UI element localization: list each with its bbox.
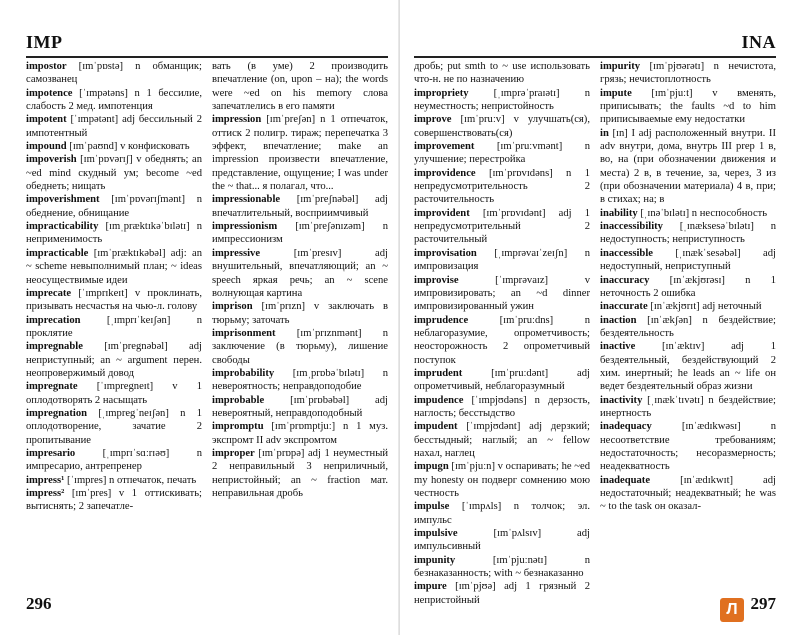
header-rule [414,56,776,58]
dictionary-entry: improvement [ɪmˈpruːvmənt] n улучшение; перестройка [414,141,590,166]
headword: inadequate [600,474,651,486]
headword: improvisation [414,247,477,259]
headword: impracticable [26,247,89,259]
headword: improper [212,447,255,459]
headword: inadequacy [600,421,652,433]
dictionary-entry: impudent [ˈɪmpjʊdənt] adj дерзкий; бесстыдный; наглый; an ~ fellow нахал, наглец [414,421,590,459]
headword: impressionism [212,221,278,233]
dictionary-entry: inaccessibility [ˌɪnæksesəˈbɪlətɪ] n недоступность; неприступность [600,221,776,246]
headword: improbability [212,367,275,379]
dictionary-entry: inadequacy [ɪnˈædɪkwəsɪ] n несоответствие требованиям; недостаточность; несоразмерность; неадекватность [600,421,776,473]
headword: impressive [212,247,261,259]
headword: impracticability [26,221,99,233]
headword: improvement [414,141,475,153]
dictionary-entry: imprecate [ˈɪmprɪkeɪt] v проклинать, призывать несчастья на чью-л. голову [26,287,202,313]
headword: impotent [26,114,67,126]
column [600,60,776,607]
headword: inaccessibility [600,221,663,233]
right-page [400,0,800,635]
dictionary-entry: imprison [ɪmˈprɪzn] v заключать в тюрьму; заточать [212,301,388,326]
dictionary-entry: inaccuracy [ɪnˈækjʊrəsɪ] n 1 неточность 2 ошибка [600,274,776,299]
dictionary-entry: impression [ɪmˈpreʃən] n 1 отпечаток, оттиск 2 полигр. тираж; перепечатка 3 эффект, впечатление; make an impression произвести впечатление, представление, ощущение; I was under the ~ that... я полагал, что... [212,114,388,193]
headword: imprison [212,301,253,313]
dictionary-entry: inadequate [ɪnˈædɪkwɪt] adj недостаточный; неадекватный; he was ~ to the task он оказал- [600,474,776,513]
dictionary-entry: improbability [ɪmˌprɒbəˈbɪlətɪ] n невероятность; неправдоподобие [212,367,388,393]
dictionary-entry: impurity [ɪmˈpjʊərətɪ] n нечистота, грязь; нечистоплотность [600,61,776,86]
dictionary-entry: improvise [ˈɪmprəvaɪz] v импровизировать; an ~d dinner импровизированный ужин [414,274,590,313]
page-header: INA [741,32,776,52]
headword: impropriety [414,87,469,99]
dictionary-entry: improbable [ɪmˈprɒbəbəl] adj невероятный, неправдоподобный [212,394,388,419]
dictionary-entry: impotent [ˈɪmpətənt] adj бессильный 2 импотентный [26,114,202,139]
headword: impromptu [212,421,264,433]
headword: imprudence [414,314,469,326]
dictionary-entry: дробь; put smth to ~ use использовать что-н. не по назначению [414,61,590,86]
headword: impregnable [26,341,83,353]
headword: imprisonment [212,327,276,339]
headword: impostor [26,61,67,72]
headword: inactivity [600,394,643,406]
headword: impudent [414,421,458,433]
dictionary-entry: impressive [ɪmˈpresɪv] adj внушительный, впечатляющий; an ~ speech яркая речь; an ~ scene волнующая картина [212,247,388,299]
dictionary-entry: impress² [ɪmˈpres] v 1 оттискивать; вытиснять; 2 запечатле- [26,488,202,513]
headword: improvidence [414,167,476,179]
dictionary-entry: improve [ɪmˈpruːv] v улучшать(ся), совершенствовать(ся) [414,114,590,139]
headword: improbable [212,394,265,406]
dictionary-entry: imprisonment [ɪmˈprɪznmənt] n заключение (в тюрьму), лишение свободы [212,327,388,366]
dictionary-entry: impress¹ [ˈɪmpres] n отпечаток, печать [26,474,197,486]
dictionary-entry: impulse [ˈɪmpʌls] n толчок; эл. импульс [414,501,590,526]
dictionary-entry: imprudence [ɪmˈpruːdns] n неблагоразумие, опрометчивость; неосторожность 2 опрометчивый поступок [414,314,590,366]
headword: inaccuracy [600,274,650,286]
dictionary-entry: improvident [ɪmˈprɒvɪdənt] adj 1 непредусмотрительный 2 расточительный [414,207,590,246]
headword: improvise [414,274,459,286]
headword: impulsive [414,528,458,540]
headword: impunity [414,554,456,566]
headword: impurity [600,61,641,72]
dictionary-entry: inactivity [ˌɪnækˈtɪvətɪ] n бездействие; инертность [600,394,776,419]
dictionary-entry: improper [ɪmˈprɒpə] adj 1 неуместный 2 неправильный 3 неприличный, непристойный; an ~ fraction мат. неправильная дробь [212,447,388,499]
headword: impresario [26,447,76,459]
headword: inaccessible [600,247,653,259]
dictionary-entry: impresario [ˌɪmprɪˈsɑːrɪəʊ] n импресарио, антрепренер [26,447,202,473]
headword: improve [414,114,452,126]
headword: impound [26,141,67,153]
headword: impoverishment [26,194,100,206]
dictionary-entry: impregnable [ɪmˈpregnəbəl] adj неприступный; an ~ argument перен. неопровержимый довод [26,341,202,379]
page-number: 297 [750,594,776,613]
dictionary-entry: impute [ɪmˈpjuːt] v вменять, приписывать; the faults ~d to him приписываемые ему недостатки [600,87,776,126]
headword: impotence [26,87,73,99]
dictionary-entry: improvisation [ˌɪmprəvaɪˈzeɪʃn] n импровизация [414,247,590,273]
page-number: 296 [26,594,52,613]
headword: inaction [600,314,637,326]
headword: impudence [414,394,464,406]
headword: imprudent [414,367,463,379]
dictionary-entry: improvidence [ɪmˈprɒvɪdəns] n 1 непредусмотрительность 2 расточительность [414,167,590,206]
headword: in [600,127,609,139]
dictionary-entry: imprudent [ɪmˈpruːdənt] adj опрометчивый, неблагоразумный [414,367,590,393]
headword: impressionable [212,194,281,206]
headword: impregnation [26,407,88,419]
dictionary-entry: imprecation [ˌɪmprɪˈkeɪʃən] n проклятие [26,314,202,339]
dictionary-entry: impressionism [ɪmˈpreʃənɪzəm] n импрессионизм [212,221,388,246]
dictionary-entry: impugn [ɪmˈpjuːn] v оспаривать; he ~ed my honesty он подверг сомнению мою честность [414,461,590,499]
dictionary-entry: inaction [ɪnˈækʃən] n бездействие; бездеятельность [600,314,776,339]
publisher-logo-icon: Л [720,598,744,622]
dictionary-entry: impostor [ɪmˈpɒstə] n обманщик; самозванец [26,61,202,86]
dictionary-entry: вать (в уме) 2 производить впечатление (on, upon – на); the words were ~ed on his memory слова запечатлелись в его памяти [212,61,388,113]
page-header: IMP [26,32,63,52]
headword: improvident [414,207,470,219]
headword: impregnate [26,381,78,393]
dictionary-entry: inability [ˌɪnəˈbɪlətɪ] n неспособность [600,207,768,219]
headword: impute [600,87,632,99]
dictionary-entry: impregnate [ˈɪmpregneɪt] v 1 оплодотворять 2 насыщать [26,381,202,406]
dictionary-entry: impracticable [ɪmˈpræktɪkəbəl] adj: an ~ scheme невыполнимый план; ~ ideas неосуществимые идеи [26,247,202,286]
headword: impress¹ [26,474,65,486]
dictionary-entry: impregnation [ˌɪmpregˈneɪʃən] n 1 оплодотворение, зачатие 2 пропитывание [26,407,202,446]
dictionary-entry: impoverishment [ɪmˈpɒvərɪʃmənt] n обеднение, обнищание [26,194,202,219]
headword: impulse [414,501,450,513]
headword: impression [212,114,262,126]
headword: inactive [600,341,636,353]
column [26,60,202,514]
headword: impress² [26,488,65,499]
dictionary-entry: impracticability [ɪmˌpræktɪkəˈbɪlətɪ] n неприменимость [26,221,202,246]
headword: imprecate [26,287,72,299]
column [414,60,590,607]
dictionary-entry: impure [ɪmˈpjʊə] adj 1 грязный 2 непристойный [414,581,590,606]
headword: inability [600,207,638,219]
dictionary-entry: impulsive [ɪmˈpʌlsɪv] adj импульсивный [414,528,590,553]
dictionary-entry: impotence [ˈɪmpətəns] n 1 бессилие, слабость 2 мед. импотенция [26,87,202,113]
dictionary-entry: inactive [ɪnˈæktɪv] adj 1 бездеятельный, бездействующий 2 хим. инертный; he leads an ~ life он ведет бездеятельный образ жизни [600,341,776,393]
header-rule [26,56,388,58]
dictionary-entry: inaccurate [ɪnˈækjʊrɪt] adj неточный [600,301,762,313]
column [212,60,388,514]
dictionary-entry: impunity [ɪmˈpjuːnətɪ] n безнаказанность; with ~ безнаказанно [414,554,590,580]
entry-columns [414,60,776,607]
headword: impoverish [26,154,77,166]
dictionary-entry: impoverish [ɪmˈpɒvərɪʃ] v обеднять; an ~ed mind скудный ум; become ~ed обеднеть; нищать [26,154,202,193]
dictionary-entry: impromptu [ɪmˈprɒmptjuː] n 1 муз. экспромт II adv экспромтом [212,421,388,446]
headword: imprecation [26,314,81,326]
headword: impure [414,581,447,593]
dictionary-entry: in [ɪn] I adj расположенный внутри. II adv внутри, дома, внутрь III prep 1 в, во, на (при обозначении движения и места) 2 в, в течение, за, через, 3 из (при обозначении материала) 4 в, при; в стихах; на; в [600,127,776,206]
headword: impugn [414,461,449,473]
headword: inaccurate [600,301,648,313]
dictionary-entry: impressionable [ɪmˈpreʃnəbəl] adj впечатлительный, восприимчивый [212,194,388,219]
dictionary-entry: inaccessible [ˌɪnækˈsesəbəl] adj недоступный, неприступный [600,247,776,273]
dictionary-entry: impropriety [ˌɪmprəˈpraɪətɪ] n неуместность; непристойность [414,87,590,113]
entry-columns [26,60,388,514]
dictionary-entry: impudence [ˈɪmpjʊdəns] n дерзость, наглость; бесстыдство [414,394,590,419]
dictionary-entry: impound [ɪmˈpaʊnd] v конфисковать [26,141,190,153]
